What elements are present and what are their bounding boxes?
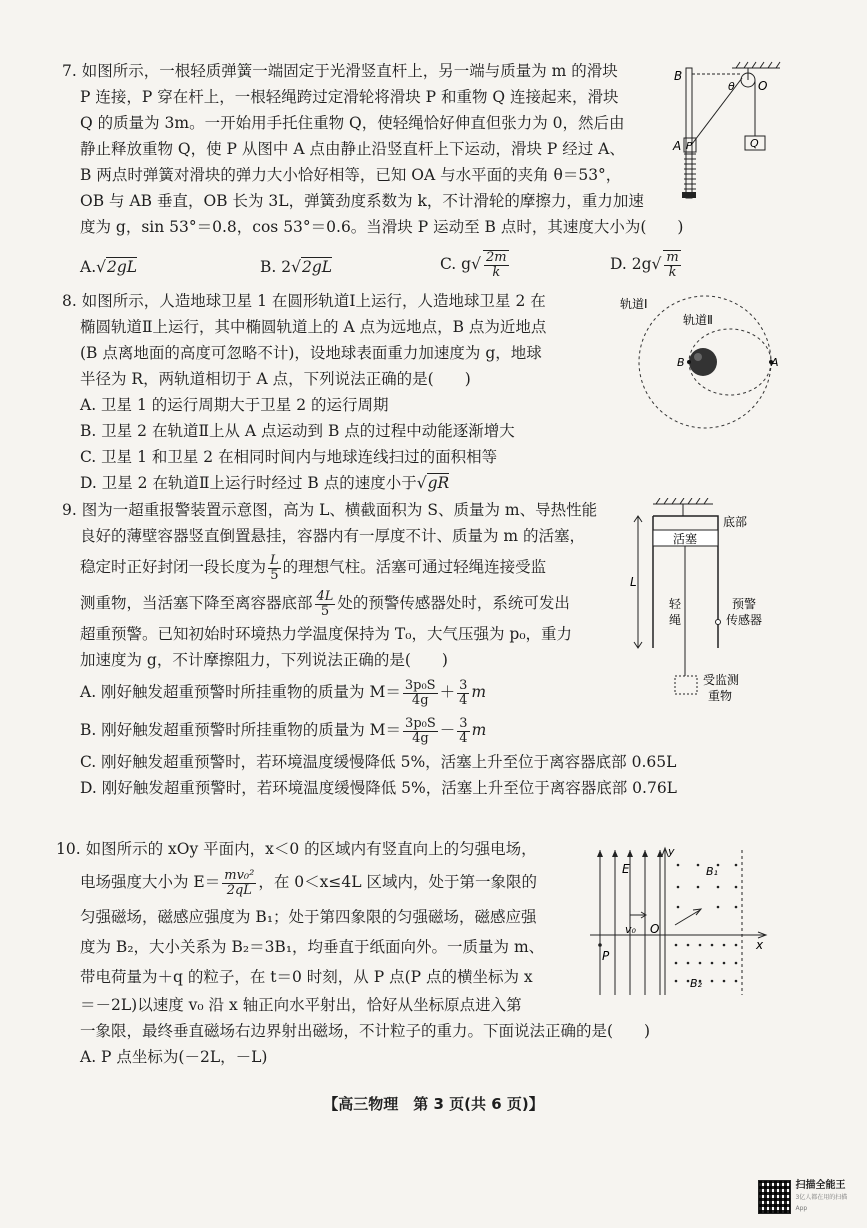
q7-label-a: A: [673, 139, 682, 153]
sensor-label-2: 传感器: [726, 613, 763, 627]
q7-option-d: D. 2g√ $\frac{m}{k}$: [610, 250, 679, 280]
q7-label-o: O: [758, 79, 768, 93]
q8-option-c: C. 卫星 1 和卫星 2 在相同时间内与地球连线扫过的面积相等: [80, 448, 498, 466]
b1-label: B₁: [706, 865, 718, 878]
question-10: [56, 836, 650, 1070]
q7-line: B 两点时弹簧对滑块的弹力大小恰好相等，已知 OA 与水平面的夹角 θ＝53°，: [80, 166, 622, 184]
q10-line: 带电荷量为＋q 的粒子，在 t＝0 时刻，从 P 点(P 点的横坐标为 x: [80, 968, 533, 986]
origin-label: O: [650, 922, 660, 936]
q8-line: (B 点离地面的高度可忽略不计)，设地球表面重力加速度为 g，地球: [80, 344, 542, 362]
rope-label-1: 轻: [669, 597, 682, 611]
p-point-label: P: [602, 949, 610, 963]
q8-figure: [620, 290, 780, 434]
scanner-app-name: 扫描全能王: [795, 1180, 846, 1191]
q7-line: 静止释放重物 Q，使 P 从图中 A 点由静止沿竖直杆上下运动，滑块 P 经过 A、: [80, 140, 625, 158]
q10-line: 匀强磁场，磁感应强度为 B₁；处于第四象限的匀强磁场，磁感应强: [80, 908, 537, 926]
q9-line: 加速度为 g，不计摩擦阻力，下列说法正确的是( ): [80, 651, 448, 669]
q8-option-d: D. 卫星 2 在轨道Ⅱ上运行时经过 B 点的速度小于√gR: [80, 474, 450, 492]
q7-options: [80, 250, 780, 284]
q10-option-a: A. P 点坐标为(－2L，－L): [80, 1048, 268, 1066]
point-a-label: A: [771, 356, 779, 369]
container-bottom-label: 底部: [723, 515, 748, 529]
y-axis-label: y: [668, 845, 675, 858]
q8-line: 椭圆轨道Ⅱ上运行，其中椭圆轨道上的 A 点为远地点，B 点为近地点: [80, 318, 547, 336]
question-9: [62, 497, 677, 801]
sensor-label-1: 预警: [732, 597, 757, 611]
q7-option-a: A.√2gL: [80, 258, 138, 276]
orbit-diagram: [620, 290, 780, 430]
q10-line: 电场强度大小为 E＝ $\frac{\text{mv₀²}}{2qL}$ ，在 0＜x≤4L 区域内，处于第一象限的: [80, 867, 537, 898]
pulley-spring-diagram: [670, 58, 790, 218]
q8-option-a: A. 卫星 1 的运行周期大于卫星 2 的运行周期: [80, 396, 389, 414]
q9-line: 超重预警。已知初始时环境热力学温度保持为 T₀，大气压强为 p₀，重力: [80, 625, 573, 643]
q10-figure: [590, 845, 770, 1009]
q9-line: 稳定时正好封闭一段长度为 $\frac{L}{5}$ 的理想气柱。活塞可通过轻绳连接受监: [80, 552, 547, 583]
q9-option-c: C. 刚好触发超重预警时，若环境温度缓慢降低 5%，活塞上升至位于离容器底部 0.65L: [80, 753, 677, 771]
q9-option-a: A. 刚好触发超重预警时所挂重物的质量为 M＝ $\frac{\text{3p₀S}}{4g}$ ＋ $\frac{3}{4}$ m: [80, 677, 487, 708]
weight-label-2: 重物: [708, 689, 733, 703]
orbit-2-label: 轨道Ⅱ: [683, 313, 713, 327]
q7-line: P 连接，P 穿在杆上，一根轻绳跨过定滑轮将滑块 P 和重物 Q 连接起来，滑块: [80, 88, 619, 106]
height-l-label: L: [630, 575, 637, 589]
q9-figure: [628, 498, 778, 712]
q9-option-b: B. 刚好触发超重预警时所挂重物的质量为 M＝ $\frac{\text{3p₀S}}{4g}$ － $\frac{3}{4}$ m: [80, 715, 487, 746]
q7-label-p: P: [686, 141, 693, 152]
q7-figure: [670, 58, 790, 222]
qr-code-icon: [758, 1180, 791, 1214]
q7-line: 度为 g，sin 53°＝0.8，cos 53°＝0.6。当滑块 P 运动至 B 点时，其速度大小为( ): [80, 218, 684, 236]
earth-icon: [689, 348, 717, 376]
scanner-watermark: [758, 1176, 858, 1218]
q8-line: 半径为 R，两轨道相切于 A 点，下列说法正确的是( ): [80, 370, 471, 388]
q7-label-theta: θ: [728, 80, 735, 93]
q8-line: 8. 如图所示，人造地球卫星 1 在圆形轨道Ⅰ上运行，人造地球卫星 2 在: [62, 292, 546, 310]
q9-line: 测重物，当活塞下降至离容器底部 $\frac{4L}{5}$ 处的预警传感器处时，系统可发出: [80, 588, 570, 619]
q7-option-c: C. g√ $\frac{2m}{k}$: [440, 250, 507, 280]
q9-line: 9. 图为一超重报警装置示意图，高为 L、横截面积为 S、质量为 m、导热性能: [62, 501, 598, 519]
b2-label: B₂: [690, 977, 702, 990]
q8-option-b: B. 卫星 2 在轨道Ⅱ上从 A 点运动到 B 点的过程中动能逐渐增大: [80, 422, 515, 440]
q10-line: 度为 B₂，大小关系为 B₂＝3B₁，均垂直于纸面向外。一质量为 m、: [80, 938, 545, 956]
q7-line: Q 的质量为 3m。一开始用手托住重物 Q，使轻绳恰好伸直但张力为 0，然后由: [80, 114, 625, 132]
page-footer: 【高三物理 第 3 页(共 6 页)】: [323, 1095, 544, 1113]
q10-line: ＝－2L)以速度 v₀ 沿 x 轴正向水平射出，恰好从坐标原点进入第: [80, 996, 522, 1014]
question-7: [62, 58, 683, 240]
question-8: [62, 288, 546, 496]
q7-option-b: B. 2√2gL: [260, 258, 333, 276]
e-field-label: E: [622, 862, 630, 876]
x-axis-label: x: [756, 938, 764, 952]
q7-line: 7. 如图所示，一根轻质弹簧一端固定于光滑竖直杆上，另一端与质量为 m 的滑块: [62, 62, 618, 80]
point-b-label: B: [677, 356, 685, 369]
field-region-diagram: [590, 845, 770, 1005]
orbit-1-label: 轨道Ⅰ: [620, 297, 648, 311]
q10-line: 一象限，最终垂直磁场右边界射出磁场，不计粒子的重力。下面说法正确的是( ): [80, 1022, 651, 1040]
q10-line: 10. 如图所示的 xOy 平面内，x＜0 的区域内有竖直向上的匀强电场，: [56, 840, 537, 858]
scanner-tagline: 3亿人都在用的扫描App: [795, 1194, 848, 1212]
q7-label-b: B: [674, 69, 683, 83]
weight-label-1: 受监测: [703, 673, 740, 687]
v0-label: v₀: [625, 923, 636, 936]
overweight-alarm-diagram: [628, 498, 778, 708]
q9-line: 良好的薄壁容器竖直倒置悬挂，容器内有一厚度不计、质量为 m 的活塞，: [80, 527, 586, 545]
piston-label: 活塞: [673, 532, 698, 546]
q9-option-d: D. 刚好触发超重预警时，若环境温度缓慢降低 5%，活塞上升至位于离容器底部 0.76L: [80, 779, 677, 797]
rope-label-2: 绳: [669, 613, 682, 627]
q7-line: OB 与 AB 垂直，OB 长为 3L，弹簧劲度系数为 k，不计滑轮的摩擦力，重力加速: [80, 192, 644, 210]
q7-label-q: Q: [750, 137, 759, 150]
